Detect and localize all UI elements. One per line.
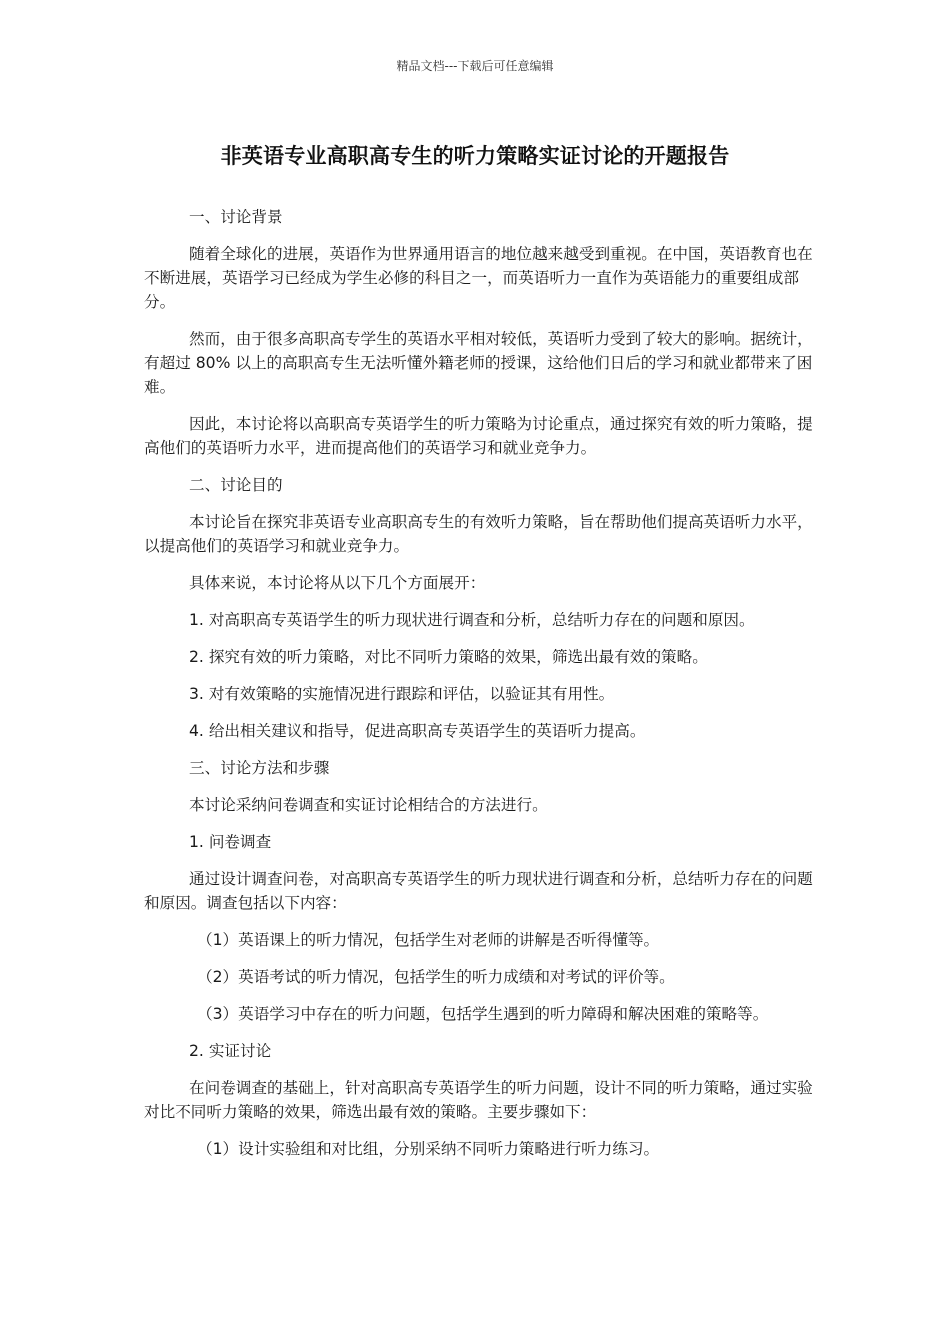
list-item: 1. 对高职高专英语学生的听力现状进行调查和分析，总结听力存在的问题和原因。 (189, 611, 755, 629)
document-title: 非英语专业高职高专生的听力策略实证讨论的开题报告 (220, 144, 730, 168)
sub-list-item: （3）英语学习中存在的听力问题，包括学生遇到的听力障碍和解决困难的策略等。 (197, 1005, 769, 1023)
paragraph: 具体来说，本讨论将从以下几个方面展开： (189, 574, 486, 592)
paragraph: 然而，由于很多高职高专学生的英语水平相对较低，英语听力受到了较大的影响。据统计，有超过 80% 以上的高职高专生无法听懂外籍老师的授课，这给他们日后的学习和就业都带来了困难。 (144, 330, 813, 396)
paragraph: 因此，本讨论将以高职高专英语学生的听力策略为讨论重点，通过探究有效的听力策略，提高他们的英语听力水平，进而提高他们的英语学习和就业竞争力。 (144, 415, 813, 457)
sub-list-item: （2）英语考试的听力情况，包括学生的听力成绩和对考试的评价等。 (197, 968, 675, 986)
paragraph: 在问卷调查的基础上，针对高职高专英语学生的听力问题，设计不同的听力策略，通过实验对比不同听力策略的效果，筛选出最有效的策略。主要步骤如下： (144, 1079, 813, 1121)
paragraph: 通过设计调查问卷，对高职高专英语学生的听力现状进行调查和分析，总结听力存在的问题和原因。调查包括以下内容： (144, 870, 813, 912)
page-header: 精品文档---下载后可任意编辑 (396, 59, 554, 73)
paragraph: 本讨论采纳问卷调查和实证讨论相结合的方法进行。 (189, 796, 548, 814)
section-heading-background: 一、讨论背景 (189, 208, 283, 226)
section-heading-methods: 三、讨论方法和步骤 (189, 759, 330, 777)
list-item: 2. 探究有效的听力策略，对比不同听力策略的效果，筛选出最有效的策略。 (189, 648, 708, 666)
subsection-heading: 2. 实证讨论 (189, 1042, 272, 1060)
list-item: 3. 对有效策略的实施情况进行跟踪和评估，以验证其有用性。 (189, 685, 615, 703)
section-heading-purpose: 二、讨论目的 (189, 476, 283, 494)
sub-list-item: （1）设计实验组和对比组，分别采纳不同听力策略进行听力练习。 (197, 1140, 660, 1158)
subsection-heading: 1. 问卷调查 (189, 833, 272, 851)
document-body (144, 205, 814, 1174)
paragraph: 本讨论旨在探究非英语专业高职高专生的有效听力策略，旨在帮助他们提高英语听力水平，以提高他们的英语学习和就业竞争力。 (144, 513, 813, 555)
sub-list-item: （1）英语课上的听力情况，包括学生对老师的讲解是否听得懂等。 (197, 931, 660, 949)
list-item: 4. 给出相关建议和指导，促进高职高专英语学生的英语听力提高。 (189, 722, 646, 740)
paragraph: 随着全球化的进展，英语作为世界通用语言的地位越来越受到重视。在中国，英语教育也在不断进展，英语学习已经成为学生必修的科目之一，而英语听力一直作为英语能力的重要组成部分。 (144, 245, 813, 311)
